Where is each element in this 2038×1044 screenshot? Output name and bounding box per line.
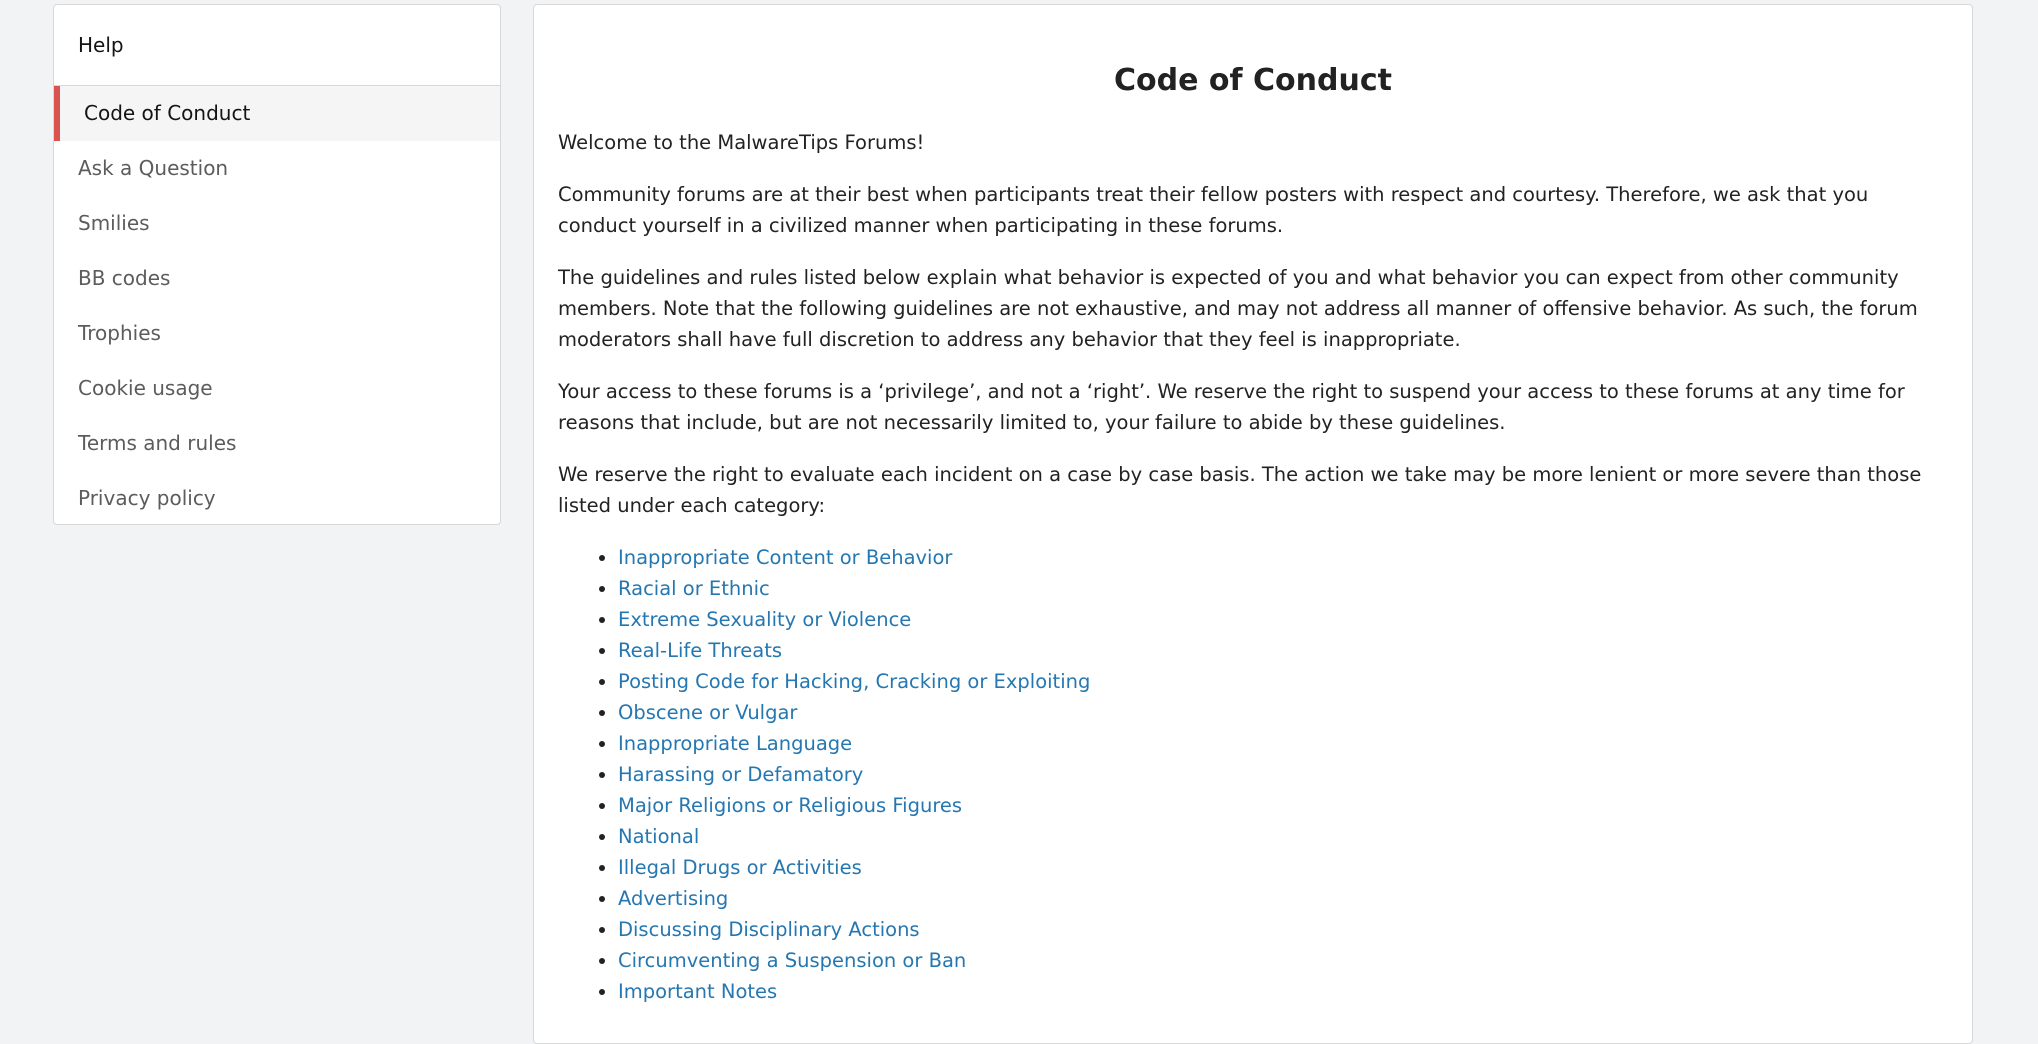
sidebar-item-bb-codes[interactable]: BB codes — [78, 266, 171, 290]
list-item — [618, 666, 1948, 697]
list-item — [618, 697, 1948, 728]
list-item — [618, 604, 1948, 635]
category-link[interactable]: Posting Code for Hacking, Cracking or Exploiting — [618, 670, 1091, 693]
category-link-list — [558, 542, 1948, 1007]
list-item — [618, 852, 1948, 883]
sidebar-item-code-of-conduct[interactable]: Code of Conduct — [54, 86, 500, 141]
intro-paragraph: Welcome to the MalwareTips Forums! — [558, 131, 925, 154]
help-sidebar — [53, 4, 501, 525]
list-item — [618, 573, 1948, 604]
sidebar-nav — [54, 86, 500, 525]
sidebar-header: Help — [54, 5, 500, 86]
category-link[interactable]: Real-Life Threats — [618, 639, 783, 662]
category-link[interactable]: Circumventing a Suspension or Ban — [618, 949, 967, 972]
page-title: Code of Conduct — [1114, 63, 1392, 98]
category-link[interactable]: Extreme Sexuality or Violence — [618, 608, 912, 631]
sidebar-item-privacy-policy[interactable]: Privacy policy — [78, 486, 216, 510]
category-link[interactable]: Obscene or Vulgar — [618, 701, 798, 724]
list-item — [618, 883, 1948, 914]
sidebar-item-smilies[interactable]: Smilies — [78, 211, 150, 235]
list-item — [618, 635, 1948, 666]
evaluation-paragraph: We reserve the right to evaluate each incident on a case by case basis. The action we take may be more lenient or more severe than those listed under each category: — [558, 463, 1922, 517]
list-item — [618, 945, 1948, 976]
category-link[interactable]: Inappropriate Content or Behavior — [618, 546, 953, 569]
sidebar-item-terms-and-rules[interactable]: Terms and rules — [78, 431, 237, 455]
main-content — [533, 4, 1973, 1044]
respect-paragraph: Community forums are at their best when participants treat their fellow posters with respect and courtesy. Therefore, we ask that you conduct yourself in a civilized manner when participating in these forums. — [558, 183, 1869, 237]
category-link[interactable]: Advertising — [618, 887, 729, 910]
category-link[interactable]: Illegal Drugs or Activities — [618, 856, 862, 879]
sidebar-item-ask-a-question[interactable]: Ask a Question — [78, 156, 229, 180]
list-item — [618, 976, 1948, 1007]
list-item — [618, 728, 1948, 759]
sidebar-item-trophies[interactable]: Trophies — [78, 321, 161, 345]
guidelines-paragraph: The guidelines and rules listed below explain what behavior is expected of you and what behavior you can expect from other community members. Note that the following guidelines are not exhaustive, and may not address all manner of offensive behavior. As such, the forum moderators shall have full discretion to address any behavior that they feel is inappropriate. — [558, 266, 1918, 351]
list-item — [618, 914, 1948, 945]
category-link[interactable]: Harassing or Defamatory — [618, 763, 864, 786]
category-link[interactable]: Racial or Ethnic — [618, 577, 770, 600]
sidebar-item-cookie-usage[interactable]: Cookie usage — [78, 376, 213, 400]
category-link[interactable]: Major Religions or Religious Figures — [618, 794, 963, 817]
category-link[interactable]: National — [618, 825, 700, 848]
category-link[interactable]: Important Notes — [618, 980, 778, 1003]
list-item — [618, 790, 1948, 821]
list-item — [618, 821, 1948, 852]
list-item — [618, 542, 1948, 573]
privilege-paragraph: Your access to these forums is a ‘privilege’, and not a ‘right’. We reserve the right to suspend your access to these forums at any time for reasons that include, but are not necessarily limited to, your failure to abide by these guidelines. — [558, 380, 1905, 434]
list-item — [618, 759, 1948, 790]
category-link[interactable]: Discussing Disciplinary Actions — [618, 918, 920, 941]
category-link[interactable]: Inappropriate Language — [618, 732, 853, 755]
